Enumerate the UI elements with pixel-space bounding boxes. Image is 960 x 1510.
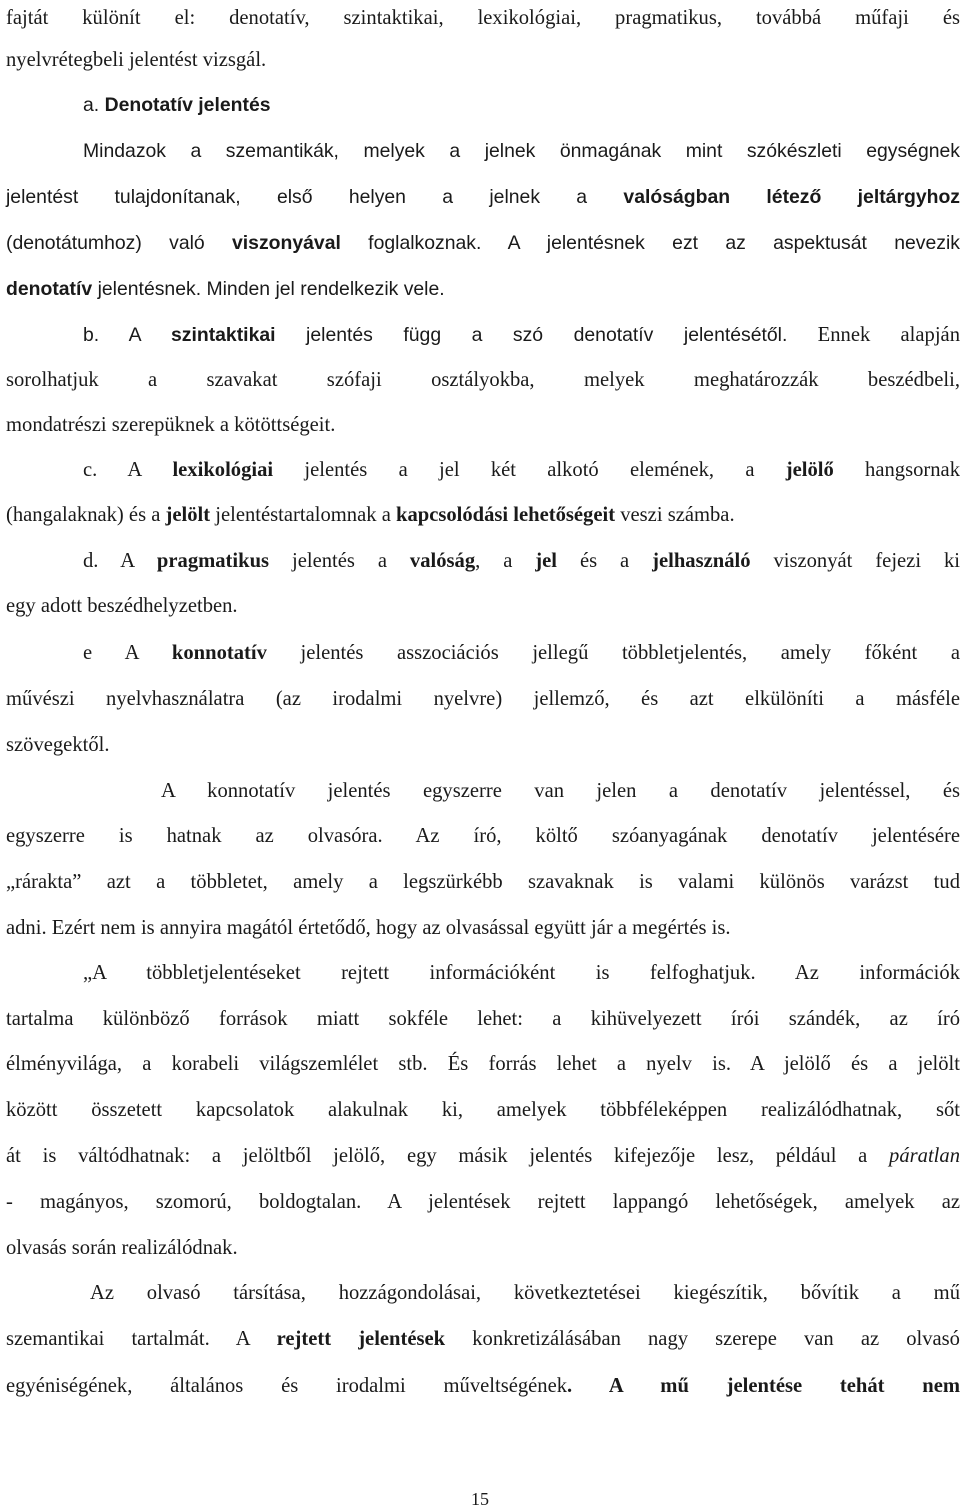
text-line: A konnotatív jelentés egyszerre van jelen a denotatív jelentéssel, és	[161, 780, 960, 802]
text-line: nyelvrétegbeli jelentést vizsgál.	[6, 49, 267, 71]
text-line: adni. Ezért nem is annyira magától értetődő, hogy az olvasással együtt jár a megértés is.	[6, 917, 731, 939]
text-line: „rárakta” azt a többletet, amely a legszürkébb szavaknak is valami különös varázst tud	[6, 871, 960, 893]
text-line: egyszerre is hatnak az olvasóra. Az író, költő szóanyagának denotatív jelentésére	[6, 825, 960, 847]
text-line: fajtát különít el: denotatív, szintaktikai, lexikológiai, pragmatikus, továbbá műfaji és	[6, 7, 960, 29]
text-line: élményvilága, a korabeli világszemlélet stb. És forrás lehet a nyelv is. A jelölő és a jelölt	[6, 1053, 960, 1075]
text-line: olvasás során realizálódnak.	[6, 1237, 238, 1259]
text-line: tartalma különböző források miatt sokféle lehet: a kihüvelyezett írói szándék, az író	[6, 1008, 960, 1030]
text-line: d. A pragmatikus jelentés a valóság, a jel és a jelhasználó viszonyát fejezi ki	[83, 550, 960, 572]
text-line: szövegektől.	[6, 734, 110, 756]
text-line: között összetett kapcsolatok alakulnak ki, amelyek többféleképpen realizálódhatnak, sőt	[6, 1099, 960, 1121]
text-line: (hangalaknak) és a jelölt jelentéstartalomnak a kapcsolódási lehetőségeit veszi számba.	[6, 504, 735, 526]
text-line: Az olvasó társítása, hozzágondolásai, következtetései kiegészítik, bővítik a mű	[90, 1282, 960, 1304]
text-line: „A többletjelentéseket rejtett információként is felfoghatjuk. Az információk	[83, 962, 960, 984]
text-line: művészi nyelvhasználatra (az irodalmi nyelvre) jellemző, és azt elkülöníti a másféle	[6, 688, 960, 710]
text-line: át is váltódhatnak: a jelöltből jelölő, egy másik jelentés kifejezője lesz, például a páratlan	[6, 1145, 960, 1167]
text-line: sorolhatjuk a szavakat szófaji osztályokba, melyek meghatározzák beszédbeli,	[6, 369, 960, 391]
text-line: mondatrészi szerepüknek a kötöttségeit.	[6, 414, 336, 436]
text-line: b. A szintaktikai jelentés függ a szó denotatív jelentésétől. Ennek alapján	[83, 324, 960, 346]
text-line: Mindazok a szemantikák, melyek a jelnek önmagának mint szókészleti egységnek	[83, 140, 960, 162]
page-number: 15	[471, 1489, 489, 1509]
text-line: jelentést tulajdonítanak, első helyen a jelnek a valóságban létező jeltárgyhoz	[6, 186, 960, 208]
section-heading-a: a. Denotatív jelentés	[83, 94, 271, 116]
text-line: egyéniségének, általános és irodalmi műveltségének. A mű jelentése tehát nem	[6, 1375, 960, 1397]
text-line: e A konnotatív jelentés asszociációs jellegű többletjelentés, amely főként a	[83, 642, 960, 664]
text-line: egy adott beszédhelyzetben.	[6, 595, 238, 617]
text-line: szemantikai tartalmát. A rejtett jelentések konkretizálásában nagy szerepe van az olvasó	[6, 1328, 960, 1350]
text-line: c. A lexikológiai jelentés a jel két alkotó elemének, a jelölő hangsornak	[83, 459, 960, 481]
text-line: (denotátumhoz) való viszonyával foglalkoznak. A jelentésnek ezt az aspektusát nevezik	[6, 232, 960, 254]
text-line: denotatív jelentésnek. Minden jel rendelkezik vele.	[6, 278, 445, 300]
text-line: - magányos, szomorú, boldogtalan. A jelentések rejtett lappangó lehetőségek, amelyek az	[6, 1191, 960, 1213]
